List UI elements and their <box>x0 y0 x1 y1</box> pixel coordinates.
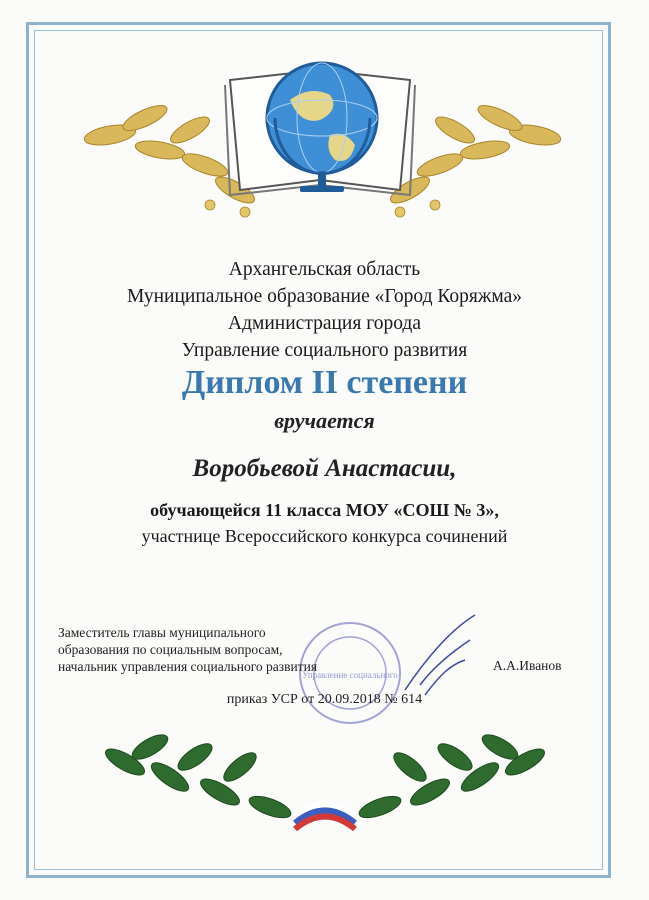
recipient-description-line2: участнице Всероссийского конкурса сочинений <box>141 526 508 546</box>
signatory-line3: начальник управления социального развития <box>58 659 318 674</box>
globe-book-laurel-emblem <box>80 40 570 225</box>
laurel-branches-flag-ribbon-icon <box>95 722 555 842</box>
recipient-description-line1: обучающейся 11 класса МОУ «СОШ № 3», <box>150 500 499 520</box>
signatory-line1: Заместитель главы муниципального <box>58 625 266 640</box>
department-line: Управление социального развития <box>181 340 468 361</box>
signatory-title <box>58 624 317 675</box>
region-line: Архангельская область <box>228 259 421 280</box>
handwritten-signature <box>395 610 485 700</box>
signatory-name: А.А.Иванов <box>493 658 562 673</box>
diploma-title: Диплом II степени <box>181 364 468 401</box>
svg-text:Управление социального: Управление социального <box>302 670 398 680</box>
order-reference: приказ УСР от 20.09.2018 № 614 <box>226 692 423 707</box>
signatory-line2: образования по социальным вопросам, <box>58 642 283 657</box>
issuer-header <box>0 256 649 364</box>
recipient-name: Воробьевой Анастасии, <box>192 455 457 482</box>
municipality-line: Муниципальное образование «Город Коряжма» <box>127 286 522 307</box>
awarded-text: вручается <box>274 408 375 433</box>
administration-line: Администрация города <box>228 313 421 334</box>
